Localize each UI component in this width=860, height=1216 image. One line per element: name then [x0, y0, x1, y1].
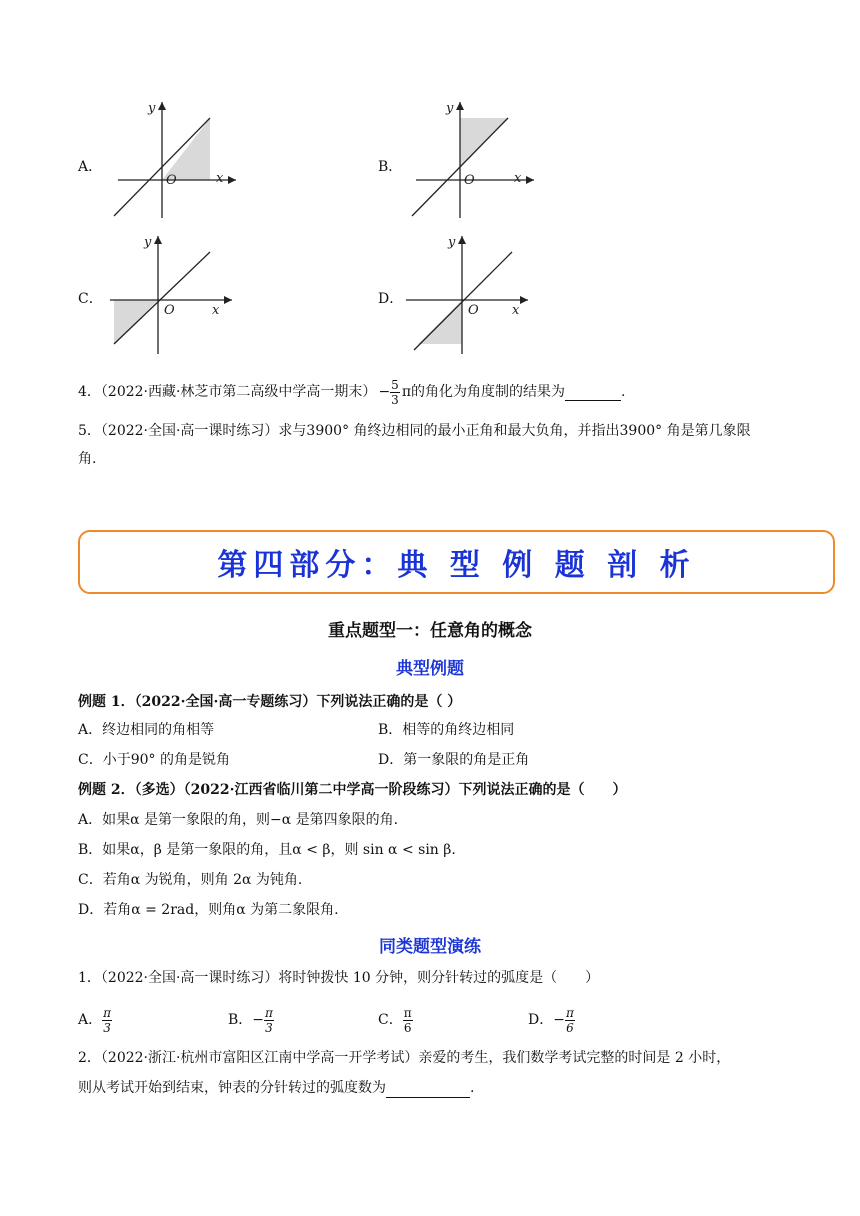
q4-prefix: 4．（2022·西藏·林芝市第二高级中学高一期末）	[78, 384, 377, 400]
q4-suffix: 的角化为角度制的结果为	[411, 384, 566, 400]
x-arrow	[526, 176, 534, 184]
y-arrow	[456, 102, 464, 110]
x-label: x	[514, 171, 522, 186]
question-5-line1: 5．（2022·全国·高一课时练习）求与3900° 角终边相同的最小正角和最大负角，并指出3900° 角是第几象限	[78, 423, 751, 439]
practice-2-answer-blank[interactable]	[386, 1081, 470, 1098]
x-arrow	[228, 176, 236, 184]
x-label: x	[512, 303, 520, 318]
shaded-region	[418, 300, 462, 344]
option-d-label: D．	[378, 291, 404, 307]
shaded-region	[162, 118, 210, 180]
y-arrow	[154, 236, 162, 244]
option-a-text: A．	[78, 1012, 103, 1028]
practice-1-option-b[interactable]	[228, 1000, 274, 1040]
examples-heading: 典型例题	[396, 659, 464, 679]
y-arrow	[158, 102, 166, 110]
practice-1-stem: 1．（2022·全国·高一课时练习）将时钟拨快 10 分钟，则分针转过的弧度是（ ）	[78, 970, 600, 986]
x-label: x	[212, 303, 220, 318]
section-banner	[78, 530, 835, 594]
practice-1-option-a[interactable]	[78, 1000, 112, 1040]
origin-label: O	[164, 303, 175, 318]
origin-label: O	[166, 173, 177, 188]
frac-num: π	[403, 1005, 412, 1020]
option-b-fraction	[264, 1006, 274, 1035]
frac-num: π	[565, 1005, 574, 1020]
q4-answer-blank[interactable]	[565, 384, 621, 401]
example-2-option-b[interactable]: B．如果α，β 是第一象限的角，且α < β，则 sin α < sin β.	[78, 842, 456, 858]
terminal-line	[114, 252, 210, 344]
example-1-option-a[interactable]: A．终边相同的角相等	[78, 722, 215, 738]
option-b-label: B．	[378, 159, 403, 175]
frac-den: 3	[265, 1020, 273, 1035]
option-b-text: B．−	[228, 1012, 265, 1028]
figure-b	[408, 98, 538, 220]
y-label: y	[448, 235, 456, 250]
question-4	[78, 372, 625, 412]
origin-label: O	[468, 303, 479, 318]
option-d-text: D．−	[528, 1012, 565, 1028]
frac-den: 6	[566, 1020, 574, 1035]
y-arrow	[458, 236, 466, 244]
frac-num: π	[265, 1005, 273, 1020]
q4-end: .	[621, 384, 626, 400]
q4-frac-den: 3	[391, 392, 399, 407]
example-1-option-d[interactable]: D．第一象限的角是正角	[378, 752, 530, 768]
practice-2-text: 则从考试开始到结束，钟表的分针转过的弧度数为	[78, 1080, 386, 1096]
option-c-text: C．	[378, 1012, 403, 1028]
banner-title: 第四部分：典 型 例 题 剖 析	[217, 548, 696, 583]
q4-pi: π	[401, 384, 412, 400]
example-1-option-c[interactable]: C．小于90° 的角是锐角	[78, 752, 230, 768]
q4-fraction	[390, 378, 400, 407]
example-2-option-a[interactable]: A．如果α 是第一象限的角，则−α 是第四象限的角.	[78, 812, 399, 828]
x-arrow	[224, 296, 232, 304]
frac-den: 3	[103, 1020, 111, 1035]
practice-2-line1: 2．（2022·浙江·杭州市富阳区江南中学高一开学考试）亲爱的考生，我们数学考试完整的时间是 2 小时，	[78, 1050, 731, 1066]
option-a-label: A．	[78, 159, 103, 175]
frac-den: 6	[403, 1020, 412, 1035]
example-1-stem: 例题 1．（2022·全国·高一专题练习）下列说法正确的是（ ）	[78, 694, 462, 710]
question-5-line2: 角.	[78, 451, 97, 467]
q4-frac-num: 5	[391, 377, 399, 392]
example-1-option-b[interactable]: B．相等的角终边相同	[378, 722, 515, 738]
terminal-line	[414, 252, 512, 350]
example-2-option-d[interactable]: D．若角α = 2rad，则角α 为第二象限角.	[78, 902, 339, 918]
frac-num: π	[103, 1005, 112, 1020]
practice-1-option-d[interactable]	[528, 1000, 575, 1040]
option-c-fraction	[403, 1006, 413, 1035]
x-label: x	[216, 171, 224, 186]
x-arrow	[520, 296, 528, 304]
practice-1-option-c[interactable]	[378, 1000, 413, 1040]
figure-a	[110, 98, 240, 220]
figure-d	[402, 232, 532, 356]
figure-c	[106, 232, 236, 356]
y-label: y	[446, 101, 454, 116]
practice-2-line2	[78, 1078, 474, 1098]
practice-heading: 同类题型演练	[379, 937, 481, 957]
option-c-label: C．	[78, 291, 103, 307]
y-label: y	[144, 235, 152, 250]
q4-sign: −	[378, 384, 391, 400]
y-label: y	[148, 101, 156, 116]
section-heading: 重点题型一：任意角的概念	[328, 621, 532, 641]
option-a-fraction	[102, 1006, 112, 1035]
origin-label: O	[464, 173, 475, 188]
option-d-fraction	[565, 1006, 575, 1035]
practice-2-end: .	[470, 1080, 475, 1096]
example-2-option-c[interactable]: C．若角α 为锐角，则角 2α 为钝角.	[78, 872, 303, 888]
example-2-stem: 例题 2．（多选）（2022·江西省临川第二中学高一阶段练习）下列说法正确的是（ ）	[78, 782, 627, 798]
